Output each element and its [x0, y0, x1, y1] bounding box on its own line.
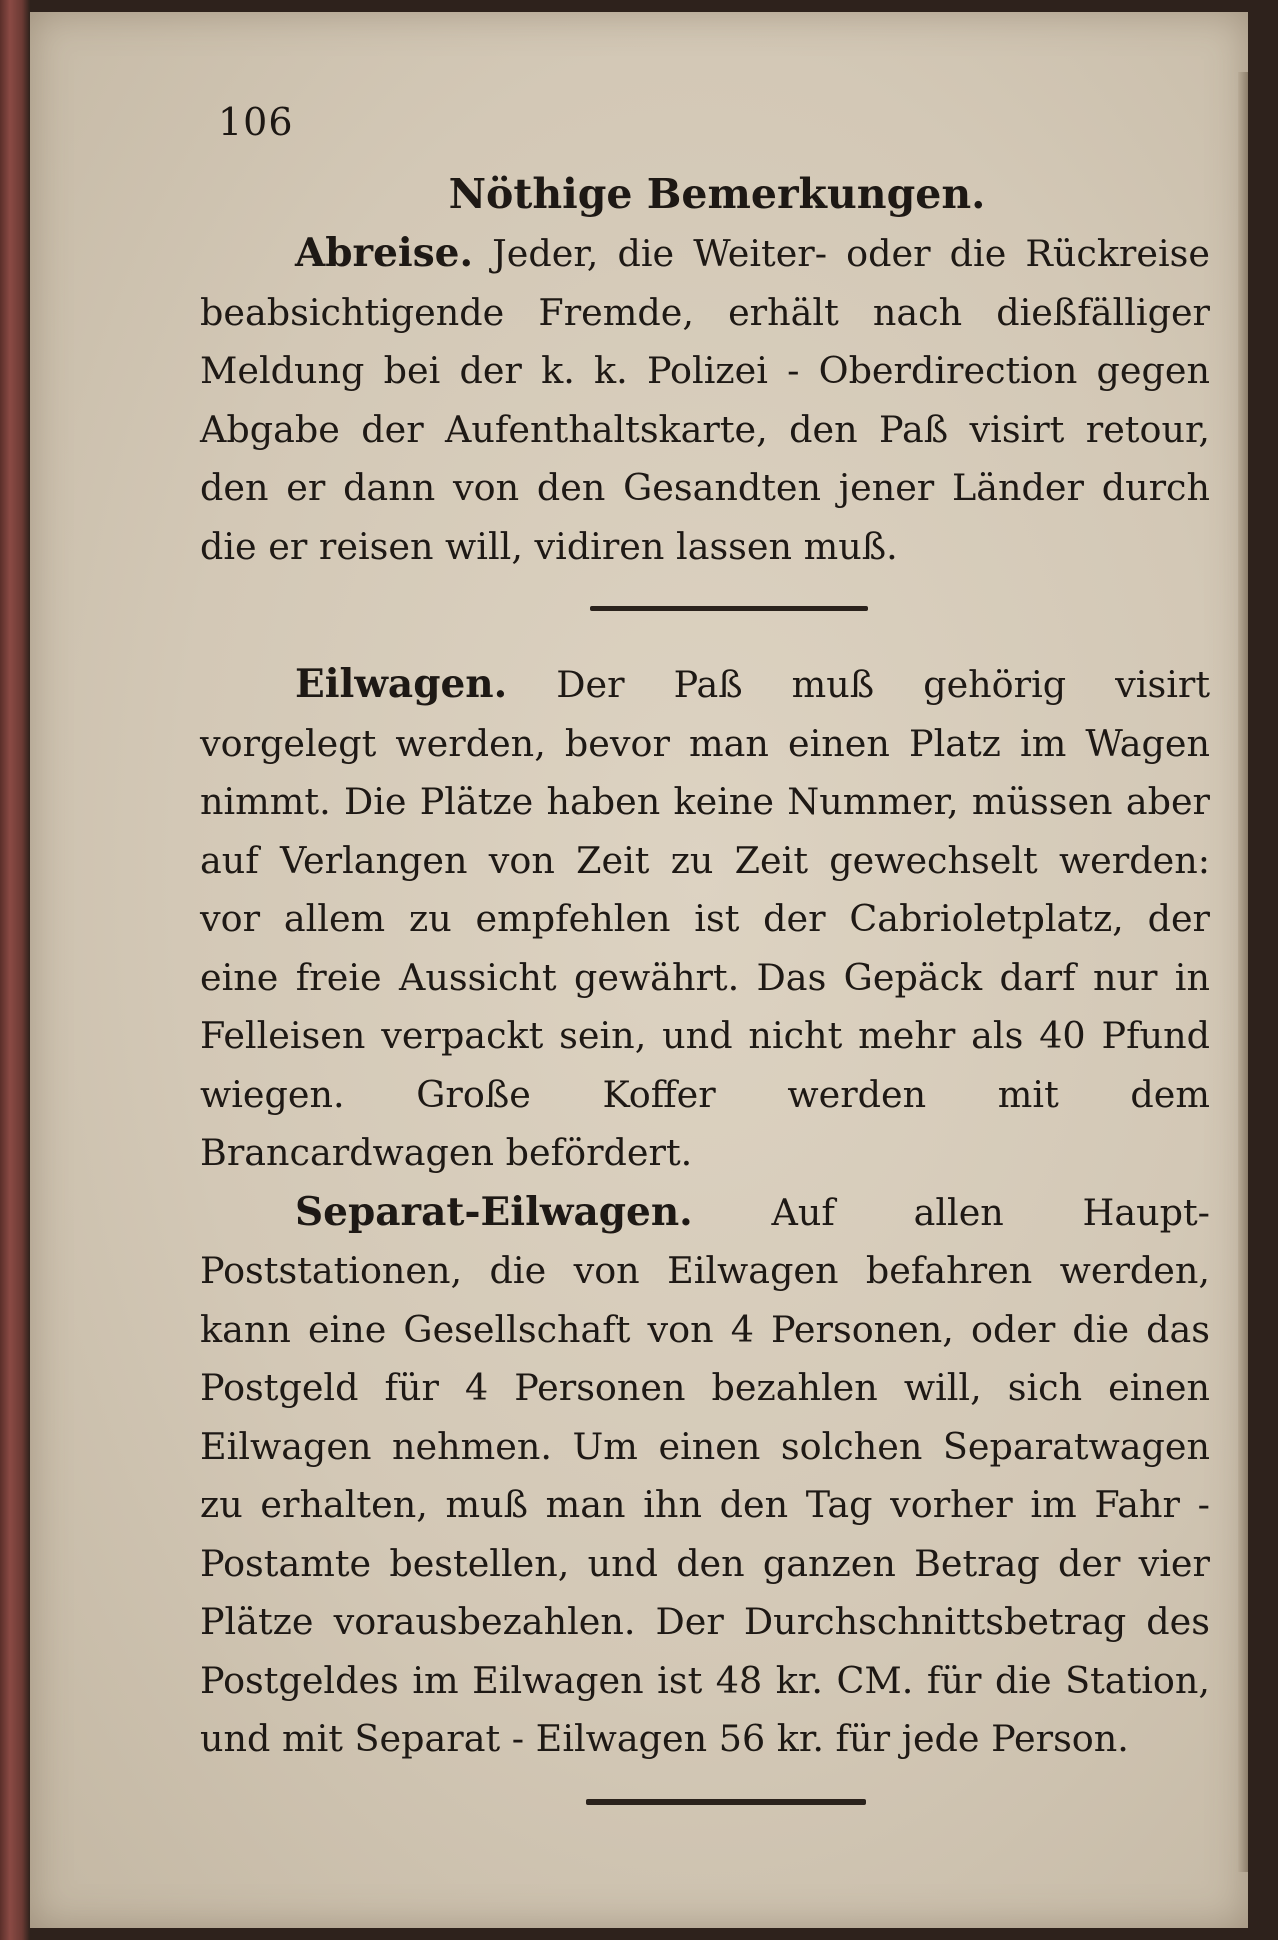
section-divider — [586, 1799, 866, 1805]
section-separat-eilwagen — [200, 1183, 1210, 1769]
section-text: Auf allen Haupt-Poststationen, die von Eilwagen befahren werden, kann eine Gesellschaft von 4 Personen, oder die das Postgeld für 4 Personen bezahlen will, sich einen Eilwagen nehmen. Um einen solchen Separatwagen zu erhalten, muß man ihn den Tag vorher im Fahr - Postamte bestellen, und den ganzen Betrag der vier Plätze vorausbezahlen. Der Durchschnittsbetrag des Postgeldes im Eilwagen ist 48 kr. CM. für die Station, und mit Separat - Eilwagen 56 kr. für jede Person. — [200, 1190, 1211, 1760]
section-lead: Eilwagen. — [295, 661, 508, 707]
section-text: Der Paß muß gehörig visirt vorgelegt werden, bevor man einen Platz im Wagen nimmt. Die Plätze haben keine Nummer, müssen aber auf Verlangen von Zeit zu Zeit gewechselt werden: vor allem zu empfehlen ist der Cabrioletplatz, der eine freie Aussicht gewährt. Das Gepäck darf nur in Felleisen verpackt sein, und nicht mehr als 40 Pfund wiegen. Große Koffer werden mit dem Brancardwagen befördert. — [200, 663, 1210, 1174]
section-text: Jeder, die Weiter- oder die Rückreise beabsichtigende Fremde, erhält nach dießfälliger Meldung bei der k. k. Polizei - Oberdirection gegen Abgabe der Aufenthaltskarte, den Paß visirt retour, den er dann von den Gesandten jener Länder durch die er reisen will, vidiren lassen muß. — [200, 232, 1210, 568]
page-heading: Nöthige Bemerkungen. — [448, 170, 986, 218]
section-lead: Abreise. — [295, 230, 474, 276]
section-abreise — [200, 224, 1210, 576]
page-number: 106 — [218, 100, 294, 144]
section-lead: Separat-Eilwagen. — [295, 1188, 693, 1235]
section-divider — [590, 606, 868, 611]
section-eilwagen — [200, 655, 1210, 1183]
page-edge — [1238, 72, 1248, 1872]
page-content — [200, 160, 1210, 1805]
book-page — [30, 12, 1248, 1928]
